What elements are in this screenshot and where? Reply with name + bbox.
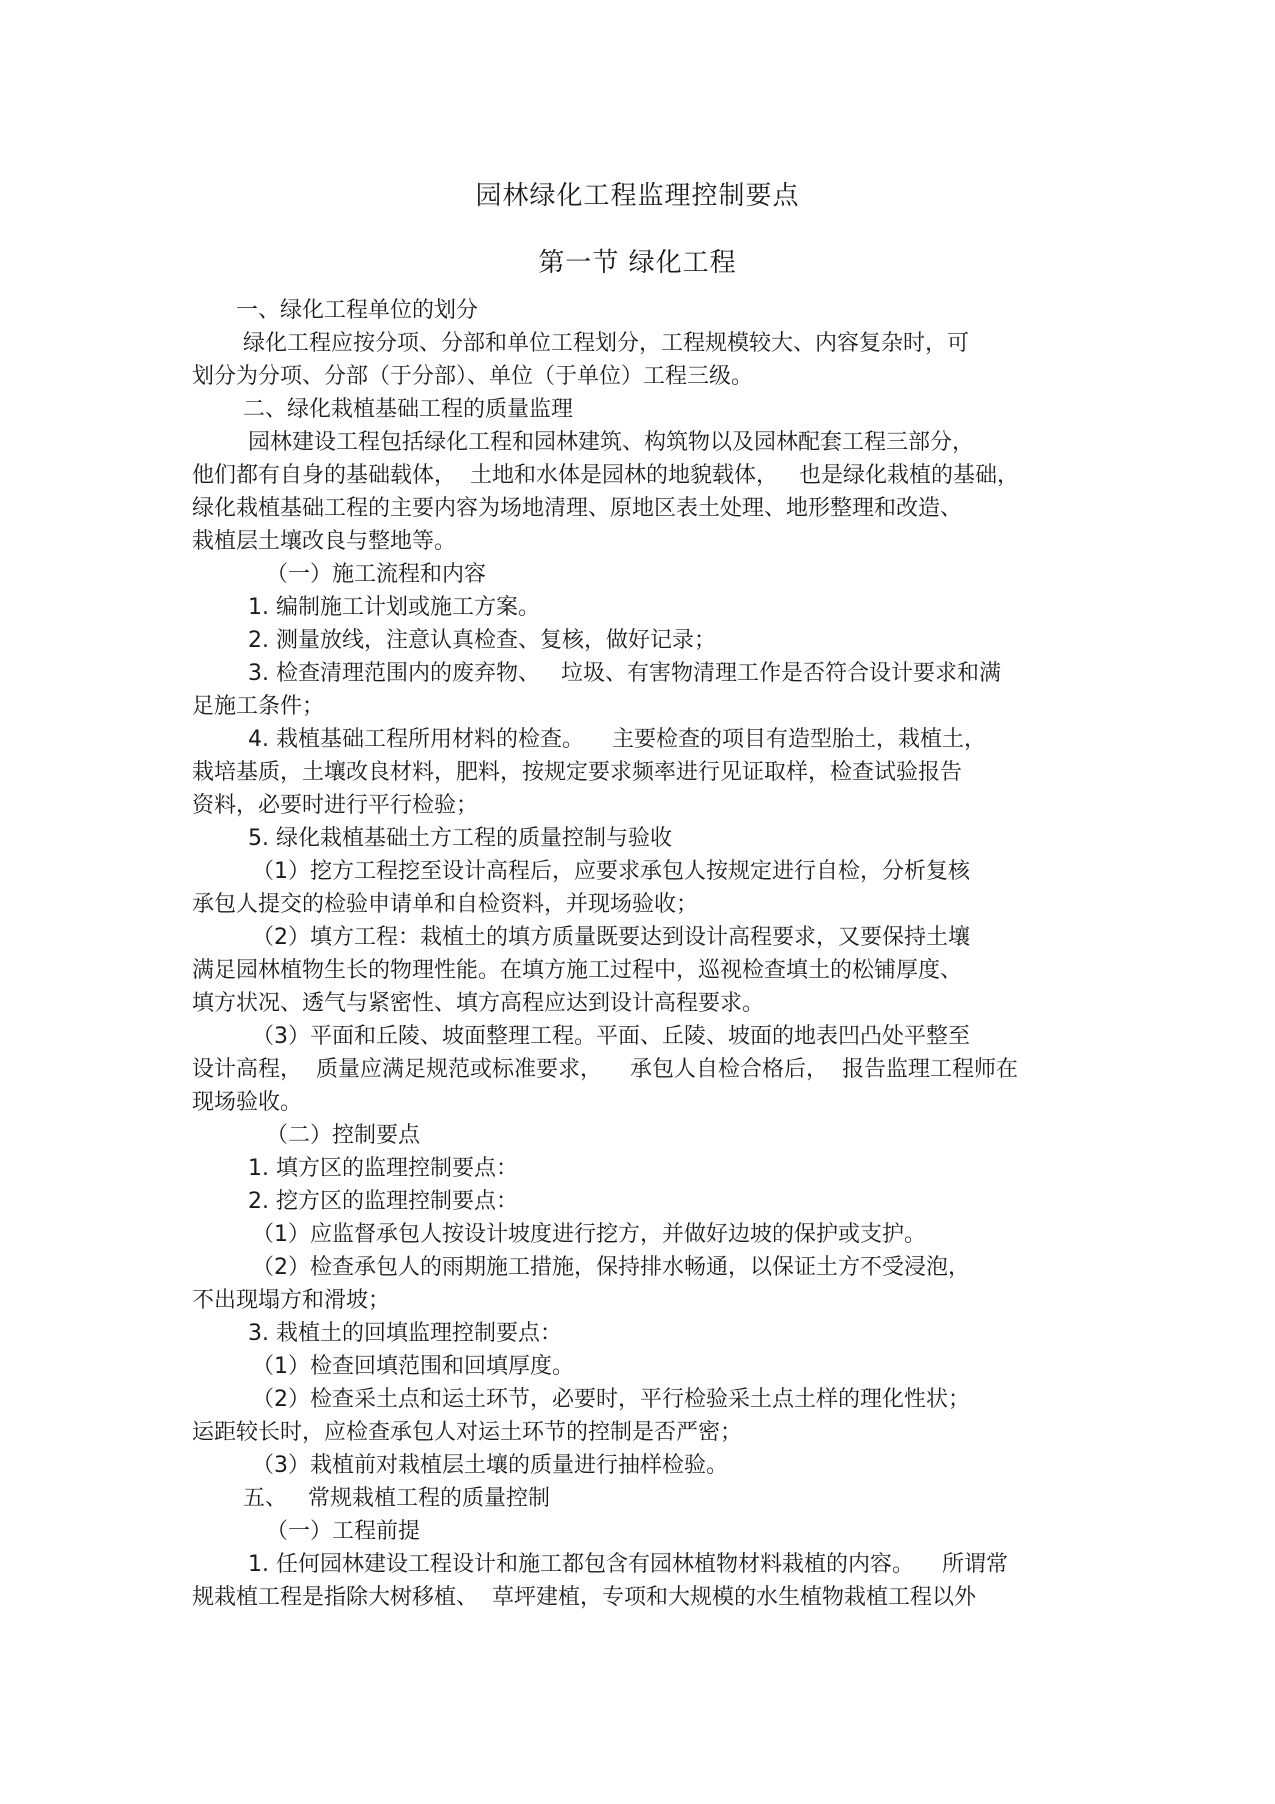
list-item: （2）检查采土点和运土环节，必要时，平行检验采土点土样的理化性状；: [252, 1387, 970, 1412]
paragraph-line: 规栽植工程是指除大树移植、 草坪建植，专项和大规模的水生植物栽植工程以外: [192, 1585, 976, 1610]
paragraph-line: 运距较长时，应检查承包人对运土环节的控制是否严密；: [192, 1420, 743, 1445]
paragraph-line: 承包人提交的检验申请单和自检资料，并现场验收；: [192, 892, 699, 917]
heading-line: （一）施工流程和内容: [266, 562, 487, 587]
heading-line: 一、绿化工程单位的划分: [236, 298, 479, 323]
paragraph-line: 设计高程， 质量应满足规范或标准要求， 承包人自检合格后， 报告监理工程师在: [192, 1057, 1018, 1082]
document-title: 园林绿化工程监理控制要点: [475, 181, 800, 211]
list-item: （1）挖方工程挖至设计高程后，应要求承包人按规定进行自检，分析复核: [252, 859, 970, 884]
list-item: 3. 检查清理范围内的废弃物、 垃圾、有害物清理工作是否符合设计要求和满: [248, 661, 1001, 686]
list-item: （1）应监督承包人按设计坡度进行挖方，并做好边坡的保护或支护。: [252, 1222, 926, 1247]
heading-line: （二）控制要点: [266, 1123, 421, 1148]
paragraph-line: 划分为分项、分部（于分部）、单位（于单位）工程三级。: [192, 364, 754, 389]
list-item: （1）检查回填范围和回填厚度。: [252, 1354, 574, 1379]
paragraph-line: 填方状况、透气与紧密性、填方高程应达到设计高程要求。: [192, 991, 765, 1016]
paragraph-line: 足施工条件；: [192, 694, 325, 719]
list-item: 5. 绿化栽植基础土方工程的质量控制与验收: [248, 826, 672, 851]
list-item: 2. 测量放线，注意认真检查、复核，做好记录；: [248, 628, 716, 653]
list-item: 3. 栽植土的回填监理控制要点：: [248, 1321, 562, 1346]
list-item: 1. 填方区的监理控制要点：: [248, 1156, 518, 1181]
heading-line: 二、绿化栽植基础工程的质量监理: [243, 397, 574, 422]
list-item: （3）平面和丘陵、坡面整理工程。平面、丘陵、坡面的地表凹凸处平整至: [252, 1024, 970, 1049]
list-item: 1. 编制施工计划或施工方案。: [248, 595, 540, 620]
paragraph-line: 满足园林植物生长的物理性能。在填方施工过程中，巡视检查填土的松铺厚度、: [192, 958, 963, 983]
heading-line: （一）工程前提: [266, 1519, 421, 1544]
paragraph-line: 不出现塌方和滑坡；: [192, 1288, 391, 1313]
list-item: 4. 栽植基础工程所用材料的检查。 主要检查的项目有造型胎土，栽植土，: [248, 727, 986, 752]
heading-line: 五、 常规栽植工程的质量控制: [243, 1486, 550, 1511]
list-item: （2）检查承包人的雨期施工措施，保持排水畅通，以保证土方不受浸泡，: [252, 1255, 970, 1280]
paragraph-line: 绿化工程应按分项、分部和单位工程划分，工程规模较大、内容复杂时，可: [243, 331, 970, 356]
paragraph-line: 资料，必要时进行平行检验；: [192, 793, 479, 818]
list-item: 2. 挖方区的监理控制要点：: [248, 1189, 518, 1214]
paragraph-line: 现场验收。: [192, 1090, 303, 1115]
list-item: （3）栽植前对栽植层土壤的质量进行抽样检验。: [252, 1453, 728, 1478]
list-item: 1. 任何园林建设工程设计和施工都包含有园林植物材料栽植的内容。 所谓常: [248, 1552, 1008, 1577]
paragraph-line: 他们都有自身的基础载体， 土地和水体是园林的地貌载体， 也是绿化栽植的基础，: [192, 463, 1019, 488]
list-item: （2）填方工程：栽植土的填方质量既要达到设计高程要求，又要保持土壤: [252, 925, 970, 950]
paragraph-line: 栽植层土壤改良与整地等。: [192, 529, 457, 554]
paragraph-line: 园林建设工程包括绿化工程和园林建筑、构筑物以及园林配套工程三部分，: [248, 430, 975, 455]
section-heading: 第一节 绿化工程: [538, 248, 737, 278]
paragraph-line: 栽培基质，土壤改良材料，肥料，按规定要求频率进行见证取样，检查试验报告: [192, 760, 963, 785]
paragraph-line: 绿化栽植基础工程的主要内容为场地清理、原地区表土处理、地形整理和改造、: [192, 496, 963, 521]
